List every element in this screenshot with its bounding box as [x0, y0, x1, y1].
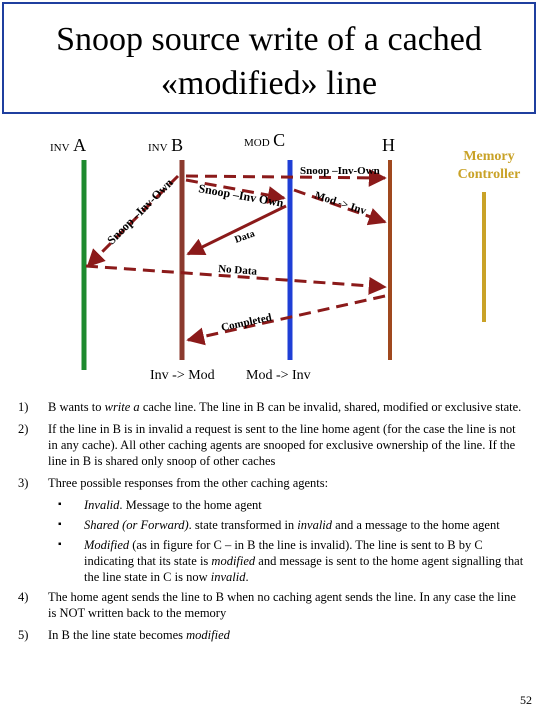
bullet-text: Shared (or Forward). state transformed in invalid and a message to the home agent — [84, 518, 500, 532]
note-text: In B the line state becomes modified — [48, 628, 230, 642]
agent-c-id: C — [273, 130, 286, 150]
label-snoop-inv-own-a: Snoop –Inv-Own — [104, 175, 176, 248]
agent-a-id: A — [73, 135, 87, 155]
note-text: Three possible responses from the other caching agents: — [48, 476, 329, 490]
agent-h-id: H — [382, 135, 395, 155]
agent-c-state: MOD — [244, 137, 270, 149]
label-snoop-inv-own-h: Snoop –Inv-Own — [300, 165, 380, 177]
note-text: B wants to write a cache line. The line in B can be invalid, shared, modified or exclusive state. — [48, 400, 522, 414]
note-number: 5) — [18, 628, 29, 642]
note-number: 2) — [18, 422, 29, 436]
note-bullet-2 — [14, 517, 524, 533]
note-number: 4) — [18, 590, 29, 604]
note-item-4 — [14, 589, 524, 621]
title-line-2: «modified» line — [160, 65, 378, 102]
label-data: Data — [233, 228, 257, 246]
bullet-text: Modified (as in figure for C – in B the line is invalid). The line is sent to B by C indicating that its state is modified and message is sent to the home agent signalling that the line state in C is now invalid. — [84, 538, 524, 584]
note-bullet-1 — [14, 497, 524, 513]
note-item-1 — [14, 399, 524, 415]
note-item-2 — [14, 421, 524, 469]
label-no-data: No Data — [217, 263, 258, 278]
bullet-icon: ▪ — [58, 519, 62, 530]
bullet-text: Invalid. Message to the home agent — [84, 498, 262, 512]
agent-b-state: INV — [148, 142, 168, 154]
note-number: 1) — [18, 400, 29, 414]
title-box — [2, 2, 536, 114]
agent-a-state: INV — [50, 142, 70, 154]
title-line-1: Snoop source write of a cached — [56, 21, 482, 58]
state-transition-b: Inv -> Mod — [150, 368, 215, 383]
note-text: The home agent sends the line to B when no caching agent sends the line. In any case the line is NOT written back to the memory — [48, 590, 516, 620]
note-item-3 — [14, 475, 524, 491]
note-item-5 — [14, 627, 524, 643]
bullet-icon: ▪ — [58, 539, 62, 550]
note-bullet-3 — [14, 537, 524, 585]
snoop-sequence-diagram — [0, 120, 540, 370]
bullet-icon: ▪ — [58, 499, 62, 510]
arrow-data-to-b — [188, 206, 286, 254]
label-snoop-inv-own-c: Snoop –Inv Own — [197, 181, 285, 210]
arrow-completed-to-b — [188, 296, 385, 340]
note-number: 3) — [18, 476, 29, 490]
notes-list — [14, 399, 524, 649]
slide-title — [4, 18, 534, 106]
memory-controller-line-2: Controller — [457, 167, 521, 182]
label-mod-inv: Mod -> Inv — [313, 189, 368, 218]
state-transition-c: Mod -> Inv — [246, 368, 311, 383]
note-text: If the line in B is in invalid a request is sent to the line home agent (for the case the line is not in any cache). All other caching agents are snooped for exclusive ownership of the line. If the line in B is shared only snoop of other caches — [48, 422, 516, 468]
memory-controller-line-1: Memory — [463, 149, 515, 164]
agent-b-id: B — [171, 135, 184, 155]
label-completed: Completed — [220, 311, 273, 334]
page-number: 52 — [520, 693, 532, 707]
